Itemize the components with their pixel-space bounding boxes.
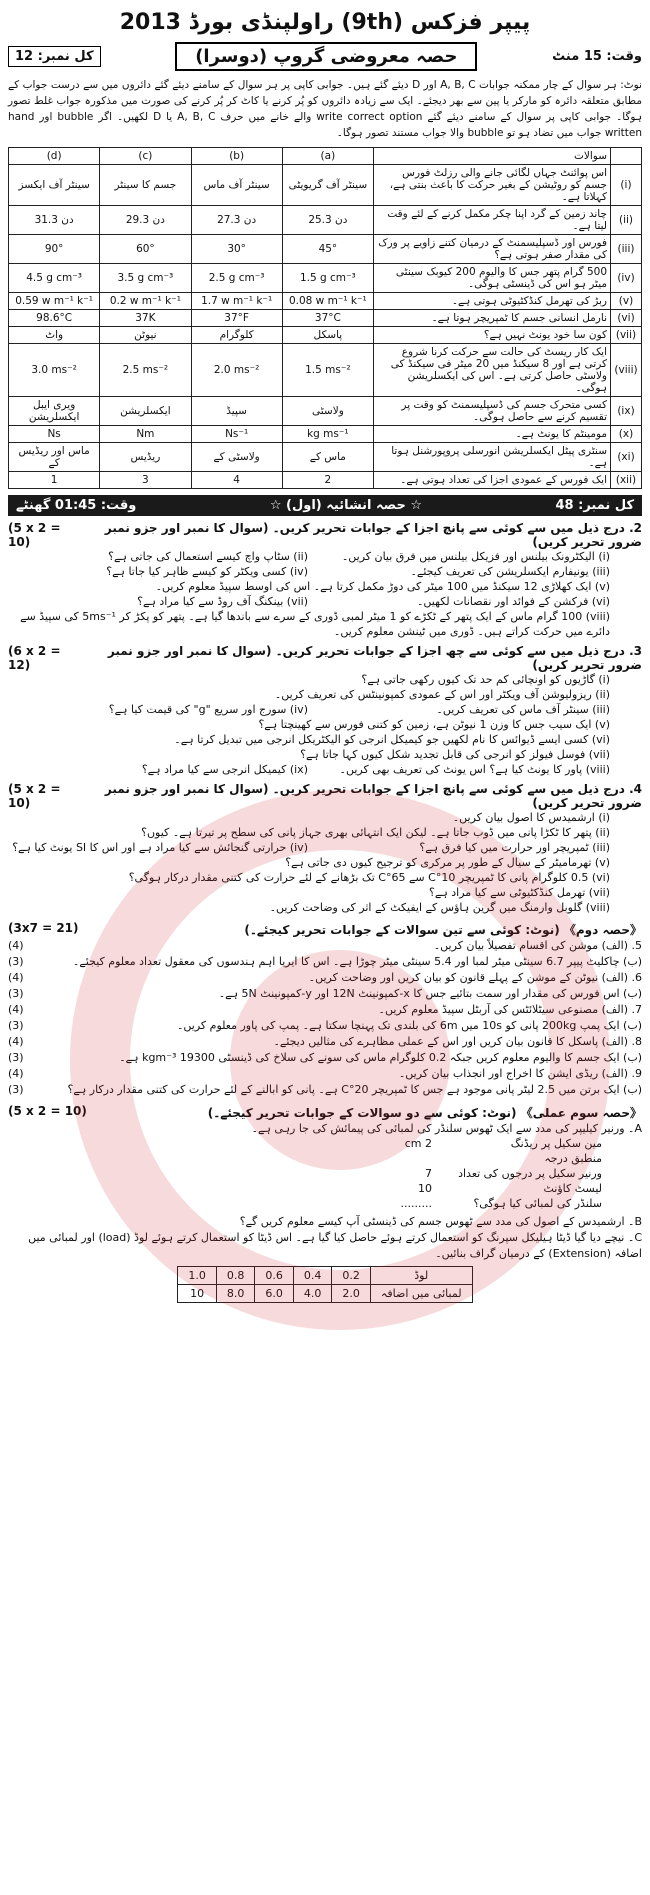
mcq-cell-d: Ns (9, 426, 100, 443)
short-question-item: (viii) پاور کا یونٹ کیا ہے؟ اس یونٹ کی تعریف بھی کریں۔ (339, 763, 610, 776)
short-question-item: (v) تھرمامیٹر کے سیال کے طور پر مرکری کو ترجیح کیوں دی جاتی ہے؟ (285, 856, 610, 869)
long-question-text: (ب) ایک پمپ 200kg پانی کو 10s میں 6m کی بلندی تک پہنچا سکتا ہے۔ پمپ کی پاور معلوم کریں۔ (176, 1019, 642, 1032)
page-title: پیپر فزکس (9th) راولپنڈی بورڈ 2013 (119, 10, 531, 35)
mcq-cell-q: چاند زمین کے گرد اپنا چکر مکمل کرنے کے لئے وقت لیتا ہے۔ (374, 206, 611, 235)
long-question-row (8, 1018, 642, 1034)
mcq-row (9, 443, 642, 472)
subjective-section-title: ☆ حصہ انشائیہ (اول) ☆ (269, 498, 423, 513)
vernier-value: 7 (425, 1167, 432, 1180)
short-question-item: (v) ایک سیب جس کا وزن 1 نیوٹن ہے، زمین کو کتنی فورس سے کھینچتا ہے؟ (258, 718, 610, 731)
q2-heading (8, 521, 642, 549)
mcq-cell-c: 3.5 g cm⁻³ (100, 264, 191, 293)
mcq-cell-b: 2.5 g cm⁻³ (191, 264, 282, 293)
part3-title-text: حصہ سوم عملی (532, 1106, 630, 1120)
mcq-cell-d: 3.0 ms⁻² (9, 344, 100, 397)
mcq-cell-c: ایکسلریشن (100, 397, 191, 426)
mcq-cell-c: Nm (100, 426, 191, 443)
mcq-cell-n: (x) (611, 426, 642, 443)
mcq-cell-a: 1.5 g cm⁻³ (282, 264, 373, 293)
load-table-cell: 1.0 (178, 1267, 217, 1285)
mcq-cell-a: 0.08 w m⁻¹ k⁻¹ (282, 293, 373, 310)
long-question-marks: (4) (8, 1067, 24, 1080)
short-question-item: (vi) 0.5 کلوگرام پانی کا ٹمپریچر 10°C سے 65°C تک بڑھانے کے لئے حرارت کی کتنی مقدار درکار ہوگی؟ (128, 871, 610, 884)
q4-text: 4. درج ذیل میں سے کوئی سے پانچ اجزا کے جوابات تحریر کریں۔ (سوال کا نمبر اور جزو نمبر ضرور تحریر کریں) (104, 782, 642, 810)
q3-points: (6 x 2 = 12) (8, 644, 61, 672)
part2-heading (8, 921, 642, 938)
vernier-value: 2 cm (404, 1137, 432, 1150)
short-question-item: (i) ارشمیدس کا اصول بیان کریں۔ (452, 811, 610, 824)
mcq-table (8, 147, 642, 489)
practical-c: C۔ نیچے دیا گیا ڈیٹا ہیلیکل سپرنگ کو استعمال کرتے ہوئے حاصل کیا گیا ہے۔ اس ڈیٹا کو استعمال کرتے ہوئے لوڈ (load) اور لمبائی میں اضافہ (Extension) کے درمیان گراف بنائیں۔ (28, 1231, 642, 1260)
mcq-b-head: (b) (191, 148, 282, 165)
mcq-a-head: (a) (282, 148, 373, 165)
mcq-cell-q: ایک فورس کے عمودی اجزا کی تعداد ہوتی ہے۔ (374, 472, 611, 489)
mcq-cell-c: 3 (100, 472, 191, 489)
part3-note: (نوٹ: کوئی سے دو سوالات کے جوابات تحریر کیجئے۔) (207, 1106, 517, 1120)
part3-title: 《حصہ سوم عملی》 (نوٹ: کوئی سے دو سوالات کے جوابات تحریر کیجئے۔) (207, 1106, 642, 1120)
long-question-row (8, 954, 642, 970)
mcq-cell-n: (viii) (611, 344, 642, 397)
short-question-item: (viii) گلوبل وارمنگ میں گرین ہاؤس کے ایفیکٹ کے اثر کی وضاحت کریں۔ (269, 901, 610, 914)
part2-points: (3x7 = 21) (8, 921, 79, 935)
long-question-row (8, 938, 642, 954)
mcq-cell-d: 31.3 دن (9, 206, 100, 235)
vernier-label: سلنڈر کی لمبائی کیا ہوگی؟ (473, 1197, 602, 1210)
mcq-row (9, 206, 642, 235)
mcq-cell-b: 27.3 دن (191, 206, 282, 235)
long-question-marks: (4) (8, 1035, 24, 1048)
practical-b: B۔ ارشمیدس کے اصول کی مدد سے ٹھوس جسم کی ڈینسٹی آپ کیسے معلوم کریں گے؟ (239, 1215, 642, 1228)
mcq-cell-c: نیوٹن (100, 327, 191, 344)
mcq-cell-d: سینٹر آف ایکسز (9, 165, 100, 206)
short-question-item: (ix) کیمیکل انرجی سے کیا مراد ہے؟ (141, 763, 308, 776)
mcq-row (9, 293, 642, 310)
vernier-value (352, 1152, 432, 1165)
long-question-marks: (3) (8, 987, 24, 1000)
short-question-item: (ii) سٹاپ واچ کیسے استعمال کی جاتی ہے؟ (108, 550, 308, 563)
mcq-row (9, 472, 642, 489)
load-table-cell: 0.2 (332, 1267, 371, 1285)
vernier-value: ......... (400, 1197, 432, 1210)
mcq-cell-q: 500 گرام پتھر جس کا والیوم 200 کیوبک سینٹی میٹر ہو اس کی ڈینسٹی ہوگی۔ (374, 264, 611, 293)
objective-header (8, 39, 642, 73)
q2-items (8, 549, 642, 639)
long-question-text: 5. (الف) موشن کی اقسام تفصیلاً بیان کریں۔ (433, 939, 642, 952)
mcq-header-row (9, 148, 642, 165)
mcq-cell-a: kg ms⁻¹ (282, 426, 373, 443)
short-question-item: (i) الیکٹرونک بیلنس اور فزیکل بیلنس میں فرق بیان کریں۔ (341, 550, 610, 563)
q4-points: (5 x 2 = 10) (8, 782, 61, 810)
mcq-cell-q: سنٹری پیٹل ایکسلریشن انورسلی پروپورشنل ہوتا ہے۔ (374, 443, 611, 472)
mcq-cell-c: 29.3 دن (100, 206, 191, 235)
mcq-row (9, 165, 642, 206)
long-question-row (8, 970, 642, 986)
mcq-cell-c: جسم کا سینٹر (100, 165, 191, 206)
mcq-cell-d: 90° (9, 235, 100, 264)
mcq-row (9, 310, 642, 327)
q3-text: 3. درج ذیل میں سے کوئی سے چھ اجزا کے جوابات تحریر کریں۔ (سوال کا نمبر اور جزو نمبر ضرور تحریر کریں) (107, 644, 642, 672)
mcq-cell-n: (ix) (611, 397, 642, 426)
mcq-cell-n: (v) (611, 293, 642, 310)
short-question-item: (i) گاڑیوں کو اونچائی کم حد تک کیوں رکھی جاتی ہے؟ (361, 673, 610, 686)
short-question-item: (iii) یونیفارم ایکسلریشن کی تعریف کیجئے۔ (410, 565, 610, 578)
objective-marks: کل نمبر: 12 (8, 46, 101, 67)
load-table-row (178, 1267, 472, 1285)
mcq-row (9, 264, 642, 293)
mcq-cell-b: ولاسٹی کے (191, 443, 282, 472)
mcq-cell-c: ریڈیس (100, 443, 191, 472)
load-table-cell: 0.6 (255, 1267, 294, 1285)
mcq-cell-n: (iv) (611, 264, 642, 293)
mcq-cell-a: پاسکل (282, 327, 373, 344)
mcq-cell-n: (vii) (611, 327, 642, 344)
long-question-row (8, 1002, 642, 1018)
short-question-item: (iii) سینٹر آف ماس کی تعریف کریں۔ (436, 703, 610, 716)
mcq-cell-n: (ii) (611, 206, 642, 235)
vernier-label: منطبق درجہ (544, 1152, 602, 1165)
load-table-cell: 0.4 (293, 1267, 332, 1285)
mcq-cell-n: (xii) (611, 472, 642, 489)
mcq-cell-q: ربڑ کی تھرمل کنڈکٹیوٹی ہوتی ہے۔ (374, 293, 611, 310)
mcq-cell-a: سینٹر آف گریویٹی (282, 165, 373, 206)
part3-points: (5 x 2 = 10) (8, 1104, 87, 1118)
mcq-cell-d: 1 (9, 472, 100, 489)
load-table-label: لوڈ (370, 1267, 472, 1285)
mcq-cell-q: کسی متحرک جسم کی ڈسپلیسمنٹ کو وقت پر تقسیم کرنے سے حاصل ہوگی۔ (374, 397, 611, 426)
short-question-item: (vii) تھرمل کنڈکٹیوٹی سے کیا مراد ہے؟ (429, 886, 610, 899)
mcq-c-head: (c) (100, 148, 191, 165)
long-question-text: (ب) ایک برتن میں 2.5 لیٹر پانی موجود ہے جس کا ٹمپریچر 20°C ہے۔ پانی کو ابالنے کے لئے حرارت کی کتنی مقدار درکار ہے؟ (67, 1083, 642, 1096)
short-question-item: (iv) سورج اور سریع "g" کی قیمت کیا ہے؟ (108, 703, 308, 716)
subjective-time: وقت: 01:45 گھنٹے (16, 498, 137, 513)
long-question-text: (ب) اس فورس کی مقدار اور سمت بتائیے جس کا x-کمپونینٹ 12N اور y-کمپونینٹ 5N ہے۔ (218, 987, 642, 1000)
long-question-marks: (3) (8, 1083, 24, 1096)
q3-items (8, 672, 642, 777)
subjective-bar (8, 495, 642, 516)
mcq-cell-a: 37°C (282, 310, 373, 327)
load-table-cell: 4.0 (293, 1285, 332, 1303)
load-table-cell: 2.0 (332, 1285, 371, 1303)
short-question-item: (vii) فوسل فیولز کو انرجی کی قابل تجدید شکل کیوں کہا جاتا ہے؟ (300, 748, 610, 761)
mcq-row (9, 235, 642, 264)
long-question-row (8, 1050, 642, 1066)
mcq-row (9, 397, 642, 426)
long-question-marks: (3) (8, 955, 24, 968)
mcq-row (9, 344, 642, 397)
mcq-d-head: (d) (9, 148, 100, 165)
mcq-cell-q: اس پوائنٹ جہاں لگائی جانے والی رزلٹ فورس جسم کو روٹیشن کے بغیر حرکت کا باعث بنتی ہے، کہلاتا ہے۔ (374, 165, 611, 206)
mcq-cell-d: ویری ایبل ایکسلریشن (9, 397, 100, 426)
long-question-text: 7. (الف) مصنوعی سیٹلائٹس کی آربٹل سپیڈ معلوم کریں۔ (378, 1003, 642, 1016)
q4-items (8, 810, 642, 915)
load-table-cell: 8.0 (216, 1285, 255, 1303)
practical-a: A۔ ورنیر کیلیپر کی مدد سے ایک ٹھوس سلنڈر کی لمبائی کی پیمائش کی جا رہی ہے۔ (251, 1122, 642, 1135)
q3-heading (8, 644, 642, 672)
q2-text: 2. درج ذیل میں سے کوئی سے پانچ اجزا کے جوابات تحریر کریں۔ (سوال کا نمبر اور جزو نمبر ضرور تحریر کریں) (104, 521, 642, 549)
load-table-label: لمبائی میں اضافہ (370, 1285, 472, 1303)
mcq-cell-c: 0.2 w m⁻¹ k⁻¹ (100, 293, 191, 310)
long-question-marks: (4) (8, 1003, 24, 1016)
short-question-item: (vi) کسی ایسے ڈیوائس کا نام لکھیں جو کیمیکل انرجی کو الیکٹریکل انرجی میں تبدیل کرتا ہے۔ (174, 733, 610, 746)
mcq-cell-d: واٹ (9, 327, 100, 344)
objective-section-title: حصہ معروضی گروپ (دوسرا) (175, 42, 477, 71)
load-extension-table (177, 1266, 472, 1303)
mcq-cell-q: فورس اور ڈسپلیسمنٹ کے درمیان کتنے زاویے پر ورک کی مقدار صفر ہوتی ہے؟ (374, 235, 611, 264)
mcq-cell-n: (xi) (611, 443, 642, 472)
mcq-cell-c: 37K (100, 310, 191, 327)
mcq-cell-a: 45° (282, 235, 373, 264)
part3-heading (8, 1104, 642, 1121)
load-table-cell: 0.8 (216, 1267, 255, 1285)
short-question-item: (vi) فرکشن کے فوائد اور نقصانات لکھیں۔ (416, 595, 610, 608)
mcq-cell-d: ماس اور ریڈیس کے (9, 443, 100, 472)
mcq-cell-a: ولاسٹی (282, 397, 373, 426)
mcq-cell-a: 1.5 ms⁻² (282, 344, 373, 397)
mcq-row (9, 426, 642, 443)
mcq-cell-c: 60° (100, 235, 191, 264)
load-table-cell: 6.0 (255, 1285, 294, 1303)
long-question-marks: (3) (8, 1051, 24, 1064)
mcq-cell-d: 0.59 w m⁻¹ k⁻¹ (9, 293, 100, 310)
part2-note: (نوٹ: کوئی سے تین سوالات کے جوابات تحریر کیجئے۔) (244, 923, 560, 937)
vernier-readings (8, 1137, 642, 1210)
part2-title: 《حصہ دوم》 (نوٹ: کوئی سے تین سوالات کے جوابات تحریر کیجئے۔) (244, 923, 642, 937)
part2-title-text: حصہ دوم (575, 923, 630, 937)
instructions-note: نوٹ: ہر سوال کے چار ممکنہ جوابات A, B, C اور D دیئے گئے ہیں۔ جوابی کاپی پر ہر سوال کے سامنے دیئے گئے دائروں میں سے درست جواب کے مطابق متعلقہ دائرہ کو مارکر یا پین سے بھر دیجئے۔ ایک سے زیادہ دائروں کو پُر کرنے یا کاٹ کر پُر کرنے کی صورت میں مذکورہ جواب غلط تصور ہوگا۔ جوابی کاپی پر سوال کے سامنے دیئے گئے write correct option والے خانے میں حرف A, B, C یا D لکھیں۔ اگر bubble اور hand written جواب میں تضاد ہو تو bubble والا جواب مستند تصور ہوگا۔ (8, 79, 643, 139)
vernier-label: مین سکیل پر ریڈنگ (510, 1137, 602, 1150)
short-question-item: (iv) کسی ویکٹر کو کیسے ظاہر کیا جاتا ہے؟ (106, 565, 308, 578)
mcq-cell-n: (iii) (611, 235, 642, 264)
short-question-item: (v) ایک کھلاڑی 12 سیکنڈ میں 100 میٹر کی دوڑ مکمل کرتا ہے۔ اس کی اوسط سپیڈ معلوم کریں۔ (155, 580, 610, 593)
mcq-cell-q: مومینٹم کا یونٹ ہے۔ (374, 426, 611, 443)
long-question-row (8, 1066, 642, 1082)
q4-heading (8, 782, 642, 810)
mcq-cell-a: ماس کے (282, 443, 373, 472)
long-question-text: 9. (الف) ریڈی ایشن کا اخراج اور انجذاب بیان کریں۔ (398, 1067, 642, 1080)
long-questions (8, 938, 642, 1098)
mcq-cell-b: 1.7 w m⁻¹ k⁻¹ (191, 293, 282, 310)
mcq-cell-q: کون سا خود یونٹ نہیں ہے؟ (374, 327, 611, 344)
mcq-cell-b: Ns⁻¹ (191, 426, 282, 443)
load-table-cell: 10 (178, 1285, 217, 1303)
mcq-row (9, 327, 642, 344)
mcq-cell-b: 37°F (191, 310, 282, 327)
vernier-label: ورنیر سکیل پر درجوں کی تعداد (458, 1167, 602, 1180)
q2-points: (5 x 2 = 10) (8, 521, 61, 549)
subjective-marks: کل نمبر: 48 (555, 498, 634, 513)
long-question-marks: (3) (8, 1019, 24, 1032)
mcq-cell-b: سینٹر آف ماس (191, 165, 282, 206)
long-question-text: 8. (الف) پاسکل کا قانون بیان کریں اور اس کے عملی مظاہرے کی مثالیں دیجئے۔ (273, 1035, 642, 1048)
vernier-label: لیسٹ کاؤنٹ (543, 1182, 602, 1195)
long-question-row (8, 1034, 642, 1050)
mcq-cell-b: کلوگرام (191, 327, 282, 344)
short-question-item: (vii) بینکنگ آف روڈ سے کیا مراد ہے؟ (137, 595, 308, 608)
mcq-cell-b: 2.0 ms⁻² (191, 344, 282, 397)
mcq-cell-q: ایک کار ریسٹ کی حالت سے حرکت کرنا شروع کرتی ہے اور 8 سیکنڈ میں 20 میٹر فی سیکنڈ کی ولاسٹی حاصل کرتی ہے۔ اس کی ایکسلریشن ہوگی۔ (374, 344, 611, 397)
long-question-marks: (4) (8, 971, 24, 984)
mcq-cell-c: 2.5 ms⁻² (100, 344, 191, 397)
short-question-item: (viii) 100 گرام ماس کے ایک پتھر کے ٹکڑے کو 1 میٹر لمبی ڈوری کے سرے سے باندھا گیا ہے۔ پتھر کو پکڑ کر 5ms⁻¹ کی سپیڈ سے دائرے میں حرکت کراتے ہیں۔ ڈوری میں ٹینشن معلوم کریں۔ (20, 610, 610, 638)
mcq-cell-n: (vi) (611, 310, 642, 327)
long-question-marks: (4) (8, 939, 24, 952)
long-question-text: (ب) ایک جسم کا والیوم معلوم کریں جبکہ 0.2 کلوگرام ماس کی سونے کی سلاخ کی ڈینسٹی 19300 kgm⁻³ ہے۔ (119, 1051, 642, 1064)
vernier-value: 10 (418, 1182, 432, 1195)
short-question-item: (ii) ریزولیوشن آف ویکٹر اور اس کے عمودی کمپونینٹس کی تعریف کریں۔ (274, 688, 610, 701)
mcq-cell-n: (i) (611, 165, 642, 206)
mcq-cell-d: 98.6°C (9, 310, 100, 327)
mcq-cell-a: 25.3 دن (282, 206, 373, 235)
short-question-item: (ii) پتھر کا ٹکڑا پانی میں ڈوب جاتا ہے۔ لیکن ایک انتہائی بھری جہاز پانی کی سطح پر تیرتا ہے۔ کیوں؟ (141, 826, 610, 839)
objective-time: وقت: 15 منٹ (552, 48, 642, 64)
mcq-cell-b: 30° (191, 235, 282, 264)
mcq-cell-b: 4 (191, 472, 282, 489)
mcq-cell-b: سپیڈ (191, 397, 282, 426)
long-question-row (8, 986, 642, 1002)
long-question-row (8, 1082, 642, 1098)
mcq-q-head: سوالات (374, 148, 611, 165)
mcq-cell-a: 2 (282, 472, 373, 489)
mcq-cell-q: نارمل انسانی جسم کا ٹمپریچر ہوتا ہے۔ (374, 310, 611, 327)
long-question-text: (ب) چاکلیٹ پیپر 6.7 سینٹی میٹر لمبا اور 5.4 سینٹی میٹر چوڑا ہے۔ اس کا ایریا اہم ہندسوں کی معقول تعداد معلوم کیجئے۔ (72, 955, 642, 968)
mcq-cell-d: 4.5 g cm⁻³ (9, 264, 100, 293)
short-question-item: (iii) ٹمپریچر اور حرارت میں کیا فرق ہے؟ (419, 841, 610, 854)
short-question-item: (iv) حرارتی گنجائش سے کیا مراد ہے اور اس کا SI یونٹ کیا ہے؟ (12, 841, 308, 854)
load-table-row (178, 1285, 472, 1303)
long-question-text: 6. (الف) نیوٹن کے موشن کے پہلے قانون کو بیان کریں اور وضاحت کریں۔ (308, 971, 642, 984)
mcq-num-head (611, 148, 642, 165)
